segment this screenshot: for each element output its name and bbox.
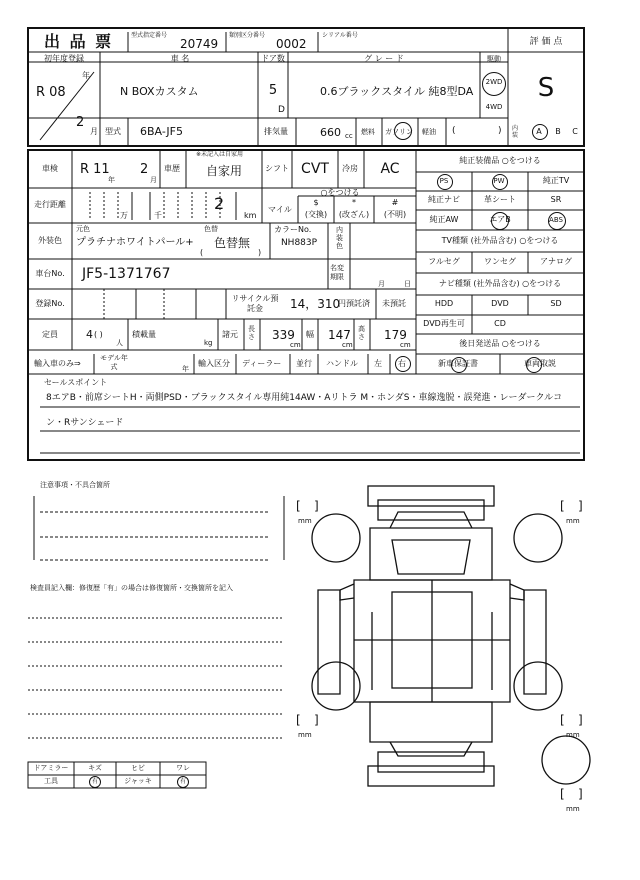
category-no: 0002 [276,37,307,51]
steering-right: 右 [398,359,406,368]
form-no: 20749 [180,37,219,51]
acc-scratch: キズ [88,764,102,772]
equip-sr: SR [550,195,562,204]
sales-point-line-2: ン・Rサンシェード [46,418,124,428]
tv-fullseg: フルセグ [428,257,460,266]
fuel-gasoline: ガソリン [385,128,413,136]
color-paren-close: ) [258,248,262,257]
year-unit: 年 [82,71,90,80]
capacity-unit: 人 [116,339,123,347]
capacity-paren: ( ) [94,330,103,339]
bracket-fl-close: ] [314,499,319,513]
color-change: 色替無 [214,236,251,250]
bracket-rl-close: ] [314,713,319,727]
height-value: 179 [384,328,407,342]
length-unit: cm [290,341,301,349]
equip-aw: 純正AW [429,215,459,224]
chassis-label: 車台No. [35,269,65,278]
form-no-label: 型式指定番号 [131,32,168,39]
title-change-day: 日 [404,280,411,288]
load-unit: kg [204,339,213,347]
interior-color-label: 内装色 [336,226,343,250]
acc-mirror: ドアミラー [33,764,69,772]
form-title: 出 品 票 [44,32,114,51]
bracket-fr-open: [ [560,499,565,513]
equip-abs: ABS [549,216,563,224]
equip-pw: PW [493,177,505,185]
equip-airbag: エアB [489,215,511,224]
later-warranty: 新車保証書 [438,359,478,368]
sym-dollar: $ [313,198,319,207]
interior-grade-a: A [536,127,542,136]
shaken-label: 車検 [42,164,58,173]
fuel-paren-open: ( [452,126,456,136]
height-label: 高さ [358,325,365,341]
equip-navi: 純正ナビ [428,195,460,204]
later-manual: 車両取説 [524,359,556,368]
door-type: D [278,105,285,115]
original-color: プラチナホワイトパール+ [76,237,194,248]
shift: CVT [301,161,329,177]
tv-header: TV種類 (社外品含む) ○をつける [441,236,559,245]
rating-label: 評 価 点 [529,37,563,47]
bracket-rl-open: [ [296,713,301,727]
bracket-spare-close: ] [578,787,583,801]
color-code-label: カラーNo. [274,225,312,234]
sym-star: * [352,198,356,207]
capacity-label: 定員 [42,330,58,339]
sales-point-line-1: 8エアB・前席シートH・両側PSD・ブラックスタイル専用純14AW・Aリトラ M・ホンダS・車線逸脱・誤発進・レーダークルコ [46,393,563,403]
shift-label: シフト [265,164,289,173]
door-count: 5 [268,83,278,98]
tv-oneseg: ワンセグ [484,257,516,266]
fuel-paren-close: ) [498,126,502,136]
ac: AC [380,161,400,177]
color-paren-open: ( [200,248,204,257]
navi-header: ナビ種類 (社外品含む) ○をつける [438,279,562,288]
acc-jack: ジャッキ [124,777,152,785]
length-label: 長さ [248,325,255,341]
doors-label: ドア数 [261,54,285,63]
title-change-label: 名変期限 [330,264,344,281]
navi-dvd: DVD [491,299,509,308]
height-unit: cm [400,341,411,349]
interior-grade-b: B [555,127,561,136]
use-label: 車歴 [164,164,180,173]
import-parallel: 並行 [296,359,312,368]
mm-spare: mm [566,805,580,813]
mile-label: マイル [268,205,292,214]
shaken-era: R 11 [80,162,110,177]
navi-cd: CD [494,319,506,328]
bracket-fr-close: ] [578,499,583,513]
fuel-diesel: 軽油 [422,128,436,136]
fuel-label: 燃料 [361,128,375,136]
model-year-label: モデル年式 [100,354,128,371]
model: 6BA-JF5 [140,125,183,138]
mileage-unknown: (不明) [383,210,407,219]
equip-tv: 純正TV [542,176,570,185]
use-note: ※未記入は自家用 [196,151,244,158]
interior-label: 内装 [512,125,519,139]
navi-hdd: HDD [434,299,454,308]
load-label: 積載量 [132,330,156,339]
bracket-spare-open: [ [560,787,565,801]
title-change-month: 月 [378,280,385,288]
model-label: 型式 [105,127,121,136]
mileage-label: 走行距離 [34,200,66,209]
sym-hash: # [391,198,399,207]
recycle-label: リサイクル預託金 [231,294,279,313]
mm-fr: mm [566,517,580,525]
displacement-label: 排気量 [264,127,288,136]
grade: 0.6ブラックスタイル 純8型DA [320,85,474,98]
bracket-rr-close: ] [578,713,583,727]
not-deposited: 未預託 [382,299,406,308]
mileage-man-unit: 万 [120,211,128,220]
drive-4wd: 4WD [485,103,503,111]
bracket-rr-open: [ [560,713,565,727]
recycle-unit: 円預託済 [338,299,370,308]
ac-label: 冷房 [342,164,358,173]
drive-2wd: 2WD [485,78,503,86]
recycle-amount: 14，310 [290,297,341,311]
serial-label: シリアル番号 [322,32,358,39]
equip-leather: 革シート [484,195,516,204]
mileage-modified: (改ざん) [338,210,370,219]
mm-fl: mm [298,517,312,525]
dimensions-label: 諸元 [222,330,238,339]
mileage-sen-unit: 千 [154,211,162,220]
steering-left: 左 [374,359,382,368]
shaken-month-unit: 月 [150,176,157,184]
import-label: 輸入車のみ⇒ [34,359,81,368]
color-label: 外装色 [38,236,62,245]
mm-rr: mm [566,731,580,739]
rating-value: S [537,73,555,103]
registration-label: 登録No. [35,299,65,308]
interior-grade-c: C [572,127,578,136]
grade-label: グ レ ー ド [364,54,404,63]
drive-label: 駆動 [487,55,501,63]
shaken-month: 2 [140,162,149,177]
capacity-value: 4 [86,328,93,341]
import-type-label: 輸入区分 [198,359,230,368]
caution-label: 注意事項・不具合箇所 [40,481,110,489]
year-label: 初年度登録 [44,54,84,63]
navi-sd: SD [550,299,562,308]
first-reg-month: 2 [76,115,85,130]
acc-crack: ヒビ [131,764,145,772]
bracket-fl-open: [ [296,499,301,513]
color-change-label: 色替 [204,225,218,233]
acc-break: ワレ [176,764,190,772]
chassis-no: JF5-1371767 [82,266,171,282]
inspector-label: 検査員記入欄：修復歴「有」の場合は修復箇所・交換箇所を記入 [30,584,233,592]
length-value: 339 [272,328,295,342]
equipment-header: 純正装備品 ○をつける [459,156,541,165]
mileage-km-unit: km [244,211,257,220]
tv-analog: アナログ [540,257,572,266]
model-year-unit: 年 [182,365,189,373]
mileage-exchange: (交換) [304,210,328,219]
category-label: 類別区分番号 [229,32,266,39]
navi-dvd-play: DVD再生可 [423,319,465,328]
displacement-unit: cc [345,132,353,140]
shaken-year-unit: 年 [108,176,115,184]
displacement: 660 [320,126,341,139]
car-damage-diagram [312,486,590,786]
width-value: 147 [328,328,351,342]
first-reg-era: R 08 [36,85,66,100]
mileage-mark-note: ○をつける [320,188,360,197]
later-header: 後日発送品 ○をつける [459,339,541,348]
import-dealer: ディーラー [242,359,282,368]
color-code: NH883P [280,238,318,248]
mm-rl: mm [298,731,312,739]
acc-tools-value: 有 [91,778,99,785]
mileage-value: 2 [214,194,225,213]
month-unit: 月 [90,127,98,136]
car-name: N BOXカスタム [120,85,199,98]
acc-tools: 工具 [44,777,58,785]
width-label: 幅 [306,330,314,339]
equip-ps: PS [439,177,449,185]
acc-jack-value: 有 [179,778,187,785]
steering-label: ハンドル [326,359,358,368]
width-unit: cm [342,341,353,349]
original-color-label: 元色 [76,225,90,233]
car-name-label: 車 名 [170,54,190,63]
use: 自家用 [205,164,243,178]
sales-point-label: セールスポイント [44,378,108,387]
